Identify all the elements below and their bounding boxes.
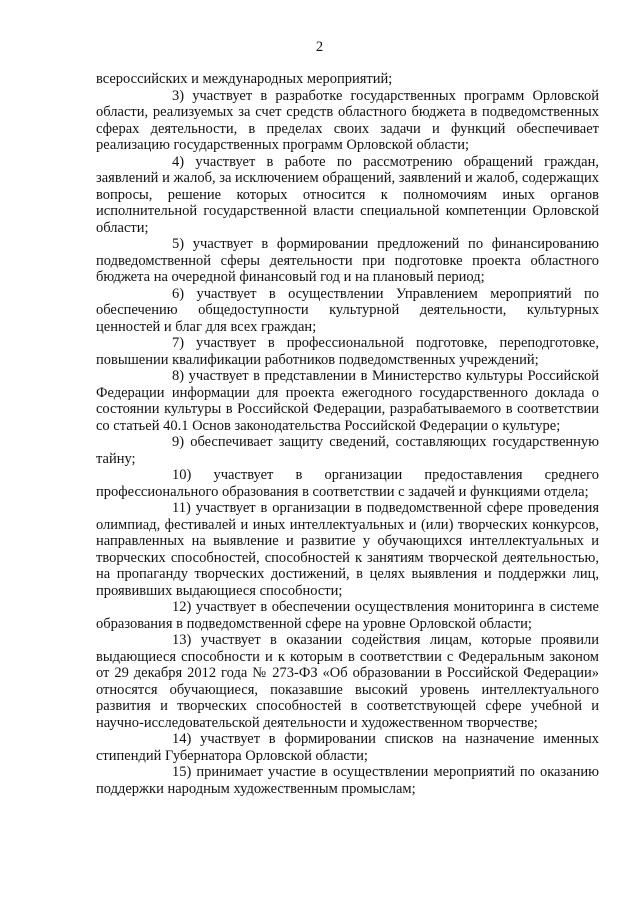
item-text: участвует в организации в подведомственной сфере проведения олимпиад, фестивалей и иных интеллектуальных и (или) творческих конкурсов, направленных на выявление и развитие у обучающихся интеллектуальных и творческих способностей, способностей к занятиям творческой деятельностью, на пропаганду творческих достижений, в целях выявления и поддержки лиц, проявивших выдающиеся способности; xyxy=(96,500,599,599)
item-number: 13) xyxy=(172,632,192,648)
item-text: принимает участие в осуществлении мероприятий по оказанию поддержки народным художественным промыслам; xyxy=(96,764,599,797)
item-number: 5) xyxy=(172,236,185,252)
item-text: участвует в профессиональной подготовке, переподготовке, повышении квалификации работников подведомственных учреждений; xyxy=(96,335,599,368)
item-number: 7) xyxy=(172,335,185,351)
document-body xyxy=(96,71,599,797)
list-item xyxy=(96,500,599,599)
list-item xyxy=(96,335,599,368)
page-number: 2 xyxy=(315,39,324,55)
item-text: участвует в организации предоставления среднего профессионального образования в соответствии с задачей и функциями отдела; xyxy=(96,467,599,500)
item-text: участвует в осуществлении Управлением мероприятий по обеспечению общедоступности культурной деятельности, культурных ценностей и благ для всех граждан; xyxy=(96,285,600,335)
item-number: 3) xyxy=(172,87,185,104)
item-text: участвует в формировании предложений по финансированию подведомственной сферы деятельности при подготовке проекта областного бюджета на очередной финансовый год и на плановый период; xyxy=(96,236,599,285)
list-item xyxy=(96,467,599,500)
item-number: 11) xyxy=(172,500,191,516)
item-list xyxy=(96,88,599,798)
list-item xyxy=(96,286,599,336)
list-item xyxy=(96,632,599,731)
item-number: 10) xyxy=(172,467,192,483)
item-text: участвует в работе по рассмотрению обращений граждан, заявлений и жалоб, за исключением обращений, заявлений и жалоб, содержащих вопросы, решение которых относится к полномочиям иных органов исполнительной государственной власти специальной компетенции Орловской области; xyxy=(96,153,599,236)
item-text: обеспечивает защиту сведений, составляющих государственную тайну; xyxy=(96,434,600,467)
intro-line: всероссийских и международных мероприятий; xyxy=(96,71,393,87)
list-item xyxy=(96,154,599,237)
list-item xyxy=(96,368,599,434)
item-text: участвует в разработке государственных программ Орловской области, реализуемых за счет средств областного бюджета в подведомственных сферах деятельности, в пределах своих задачи и функций обеспечивает реализацию государственных программ Орловской области; xyxy=(96,87,599,153)
item-text: участвует в оказании содействия лицам, которые проявили выдающиеся способности и к которым в соответствии с Федеральным законом от 29 декабря 2012 года № 273-ФЗ «Об образовании в Российской Федерации» относятся обучающиеся, показавшие высокий уровень интеллектуального развития и творческих способностей в соответствующей сфере учебной и научно-исследовательской деятельности и художественном творчестве; xyxy=(96,632,600,731)
item-number: 12) xyxy=(172,599,192,615)
item-number: 14) xyxy=(172,731,192,747)
list-item xyxy=(96,88,599,154)
item-text: участвует в формировании списков на назначение именных стипендий Губернатора Орловской области; xyxy=(96,731,600,764)
item-text: участвует в представлении в Министерство культуры Российской Федерации информации для проекта ежегодного государственного доклада о состоянии культуры в Российской Федерации, разрабатываемого в соответствии со статьей 40.1 Основ законодательства Российской Федерации о культуре; xyxy=(96,368,600,434)
item-number: 8) xyxy=(172,368,185,384)
list-item xyxy=(96,764,599,797)
list-item xyxy=(96,599,599,632)
item-text: участвует в обеспечении осуществления мониторинга в системе образования в подведомственной сфере на уровне Орловской области; xyxy=(96,599,599,632)
item-number: 4) xyxy=(172,153,185,170)
list-item xyxy=(96,434,599,467)
item-number: 15) xyxy=(172,764,192,780)
list-item xyxy=(96,236,599,286)
list-item xyxy=(96,731,599,764)
item-number: 9) xyxy=(172,434,185,450)
item-number: 6) xyxy=(172,285,185,302)
